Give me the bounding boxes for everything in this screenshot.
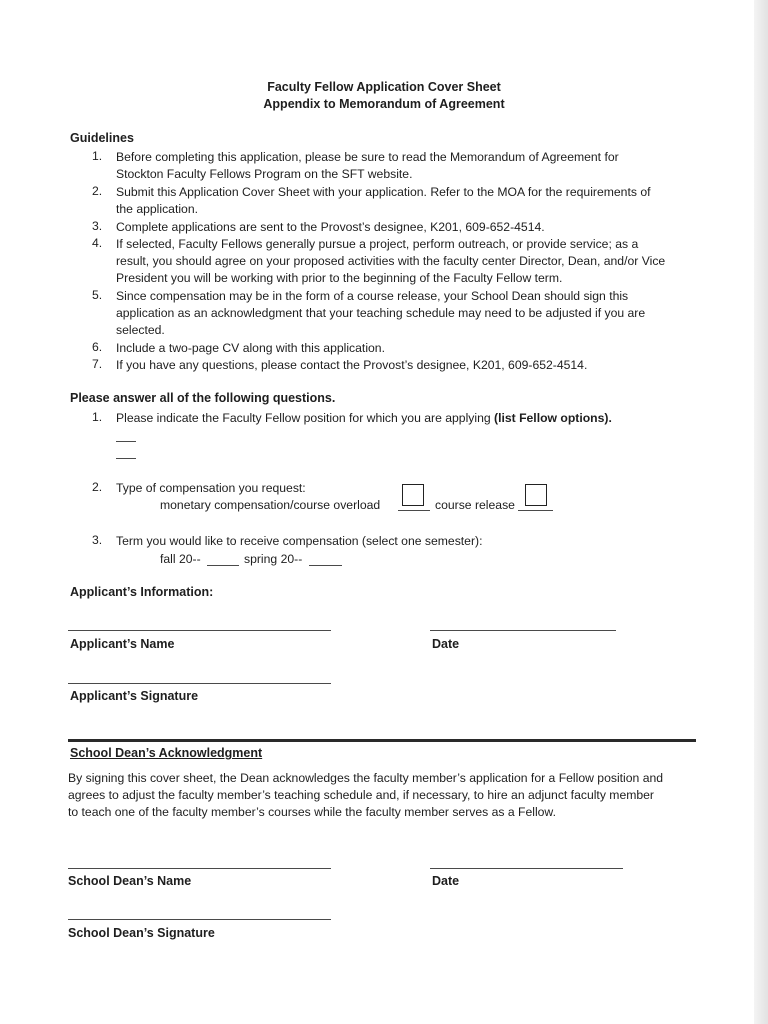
dean-heading: School Dean’s Acknowledgment: [70, 746, 263, 760]
applicant-heading: Applicant’s Information:: [70, 585, 214, 599]
applicant-name-label: Applicant’s Name: [70, 637, 175, 651]
fellow-option-line[interactable]: [116, 458, 136, 459]
monetary-checkbox-underline: [398, 510, 430, 511]
guideline-number: 7.: [92, 357, 103, 371]
guideline-text: Stockton Faculty Fellows Program on the SFT website.: [116, 167, 413, 181]
guideline-text: result, you should agree on your proposed activities with the faculty center Director, Dean, and/or Vice: [116, 254, 666, 268]
dean-signature-line[interactable]: [68, 919, 331, 920]
guideline-number: 3.: [92, 219, 103, 233]
dean-paragraph-line: By signing this cover sheet, the Dean acknowledges the faculty member’s application for a Fellow position and: [68, 771, 664, 785]
applicant-signature-line[interactable]: [68, 683, 331, 684]
paper-edge: [754, 0, 768, 1024]
monetary-option-label: monetary compensation/course overload: [160, 498, 381, 512]
guideline-number: 4.: [92, 236, 103, 250]
spring-label: spring 20--: [244, 552, 303, 566]
guideline-text: the application.: [116, 202, 198, 216]
guideline-number: 5.: [92, 288, 103, 302]
applicant-date-label: Date: [432, 637, 460, 651]
document-title: Faculty Fellow Application Cover Sheet: [267, 80, 501, 94]
monetary-checkbox[interactable]: [402, 484, 424, 506]
question-number: 3.: [92, 533, 103, 547]
fall-year-field[interactable]: [207, 565, 239, 566]
question-text: Type of compensation you request:: [116, 481, 306, 495]
course-release-checkbox-underline: [518, 510, 553, 511]
question-number: 1.: [92, 410, 103, 424]
guideline-text: Submit this Application Cover Sheet with your application. Refer to the MOA for the requirements of: [116, 185, 651, 199]
guideline-text: If selected, Faculty Fellows generally pursue a project, perform outreach, or provide service; as a: [116, 237, 639, 251]
guideline-number: 1.: [92, 149, 103, 163]
question-number: 2.: [92, 480, 103, 494]
guideline-text: Complete applications are sent to the Provost’s designee, K201, 609-652-4514.: [116, 220, 545, 234]
question-1-text: Please indicate the Faculty Fellow position for which you are applying: [116, 411, 491, 425]
applicant-name-line[interactable]: [68, 630, 331, 631]
dean-name-line[interactable]: [68, 868, 331, 869]
guideline-text: application as an acknowledgment that your teaching schedule may need to be adjusted if you are: [116, 306, 646, 320]
course-release-label: course release: [435, 498, 515, 512]
course-release-checkbox[interactable]: [525, 484, 547, 506]
spring-year-field[interactable]: [309, 565, 342, 566]
guideline-number: 2.: [92, 184, 103, 198]
dean-paragraph-line: agrees to adjust the faculty member’s teaching schedule and, if necessary, to hire an adjunct faculty member: [68, 788, 654, 802]
guideline-text: If you have any questions, please contact the Provost’s designee, K201, 609-652-4514.: [116, 358, 588, 372]
applicant-date-line[interactable]: [430, 630, 616, 631]
questions-heading: Please answer all of the following questions.: [70, 391, 336, 405]
fellow-option-line[interactable]: [116, 441, 136, 442]
guideline-number: 6.: [92, 340, 103, 354]
question-text: [116, 410, 612, 428]
dean-name-label: School Dean’s Name: [68, 874, 192, 888]
guideline-text: selected.: [116, 323, 165, 337]
guidelines-heading: Guidelines: [70, 131, 134, 145]
question-1-bold: (list Fellow options).: [494, 411, 612, 425]
guideline-text: President you will be working with prior to the beginning of the Faculty Fellow term.: [116, 271, 563, 285]
question-text: Term you would like to receive compensation (select one semester):: [116, 534, 483, 548]
guideline-text: Before completing this application, please be sure to read the Memorandum of Agreement for: [116, 150, 619, 164]
dean-date-line[interactable]: [430, 868, 623, 869]
dean-date-label: Date: [432, 874, 460, 888]
guideline-text: Since compensation may be in the form of a course release, your School Dean should sign this: [116, 289, 629, 303]
section-divider: [68, 739, 696, 742]
document-subtitle: Appendix to Memorandum of Agreement: [263, 97, 505, 111]
dean-paragraph-line: to teach one of the faculty member’s courses while the faculty member serves as a Fellow.: [68, 805, 556, 819]
applicant-signature-label: Applicant’s Signature: [70, 689, 199, 703]
dean-signature-label: School Dean’s Signature: [68, 926, 215, 940]
fall-label: fall 20--: [160, 552, 201, 566]
guideline-text: Include a two-page CV along with this application.: [116, 341, 385, 355]
